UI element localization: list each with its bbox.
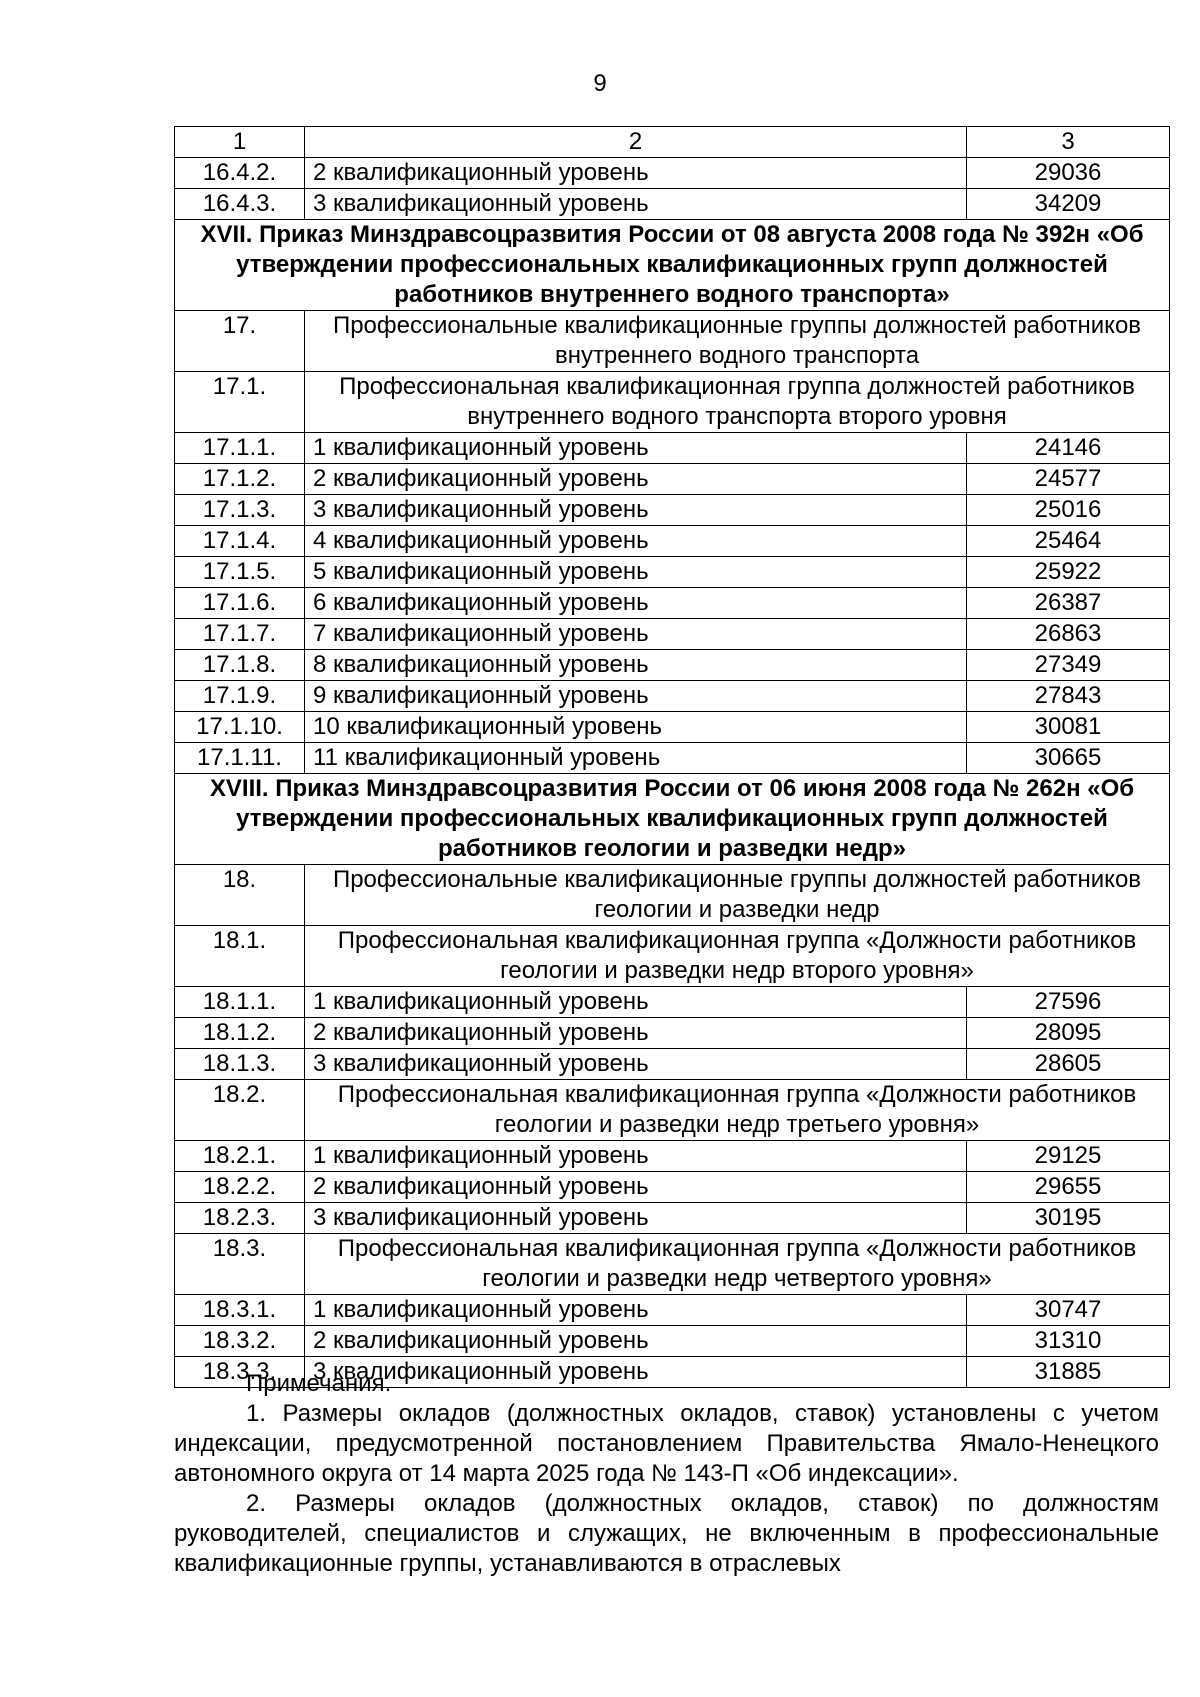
group-title: Профессиональные квалификационные группы должностей работников геологии и разведки недр — [305, 865, 1170, 926]
table-header-row — [175, 127, 1170, 158]
salary-value: 29125 — [967, 1141, 1170, 1172]
table-row — [175, 650, 1170, 681]
qualification-level: 1 квалификационный уровень — [305, 987, 967, 1018]
qualification-level: 2 квалификационный уровень — [305, 1326, 967, 1357]
qualification-level: 2 квалификационный уровень — [305, 464, 967, 495]
row-number: 18.2. — [175, 1080, 305, 1141]
salary-table — [174, 126, 1170, 1388]
qualification-level: 3 квалификационный уровень — [305, 1357, 967, 1388]
salary-value: 24146 — [967, 433, 1170, 464]
salary-value: 28095 — [967, 1018, 1170, 1049]
qualification-level: 5 квалификационный уровень — [305, 557, 967, 588]
row-number: 17.1.10. — [175, 712, 305, 743]
table-row — [175, 1295, 1170, 1326]
group-row — [175, 1080, 1170, 1141]
qualification-level: 1 квалификационный уровень — [305, 1141, 967, 1172]
row-number: 18.2.2. — [175, 1172, 305, 1203]
table-row — [175, 189, 1170, 220]
qualification-level: 10 квалификационный уровень — [305, 712, 967, 743]
qualification-level: 8 квалификационный уровень — [305, 650, 967, 681]
row-number: 16.4.2. — [175, 158, 305, 189]
qualification-level: 2 квалификационный уровень — [305, 158, 967, 189]
salary-value: 27596 — [967, 987, 1170, 1018]
table-row — [175, 1203, 1170, 1234]
row-number: 17.1.8. — [175, 650, 305, 681]
salary-value: 29655 — [967, 1172, 1170, 1203]
qualification-level: 4 квалификационный уровень — [305, 526, 967, 557]
group-row — [175, 1234, 1170, 1295]
qualification-level: 7 квалификационный уровень — [305, 619, 967, 650]
column-header-1: 1 — [175, 127, 305, 158]
group-row — [175, 372, 1170, 433]
note-item-1: 1. Размеры окладов (должностных окладов, ставок) установлены с учетом индексации, предусмотренной постановлением Правительства Ямало-Ненецкого автономного округа от 14 марта 2025 года № 143-П «Об индексации». — [174, 1400, 1159, 1487]
section-title: XVIII. Приказ Минздравсоцразвития России от 06 июня 2008 года № 262н «Об утверждении профессиональных квалификационных групп должностей работников геологии и разведки недр» — [175, 774, 1170, 865]
table-row — [175, 557, 1170, 588]
row-number: 18.3.2. — [175, 1326, 305, 1357]
row-number: 18.2.3. — [175, 1203, 305, 1234]
salary-value: 26387 — [967, 588, 1170, 619]
group-row — [175, 926, 1170, 987]
table-row — [175, 433, 1170, 464]
row-number: 17.1.11. — [175, 743, 305, 774]
section-header-row — [175, 220, 1170, 311]
salary-value: 30665 — [967, 743, 1170, 774]
row-number: 17.1. — [175, 372, 305, 433]
salary-value: 31885 — [967, 1357, 1170, 1388]
column-header-2: 2 — [305, 127, 967, 158]
table-row — [175, 495, 1170, 526]
table-row — [175, 526, 1170, 557]
table-row — [175, 743, 1170, 774]
qualification-level: 2 квалификационный уровень — [305, 1018, 967, 1049]
column-header-3: 3 — [967, 127, 1170, 158]
page-number: 9 — [593, 70, 607, 97]
salary-value: 27843 — [967, 681, 1170, 712]
row-number: 17.1.3. — [175, 495, 305, 526]
qualification-level: 3 квалификационный уровень — [305, 1049, 967, 1080]
note-item-2: 2. Размеры окладов (должностных окладов, ставок) по должностям руководителей, специалистов и служащих, не включенным в профессиональные квалификационные группы, устанавливаются в отраслевых — [174, 1490, 1159, 1577]
row-number: 18.3.3. — [175, 1357, 305, 1388]
section-title: XVII. Приказ Минздравсоцразвития России от 08 августа 2008 года № 392н «Об утверждении профессиональных квалификационных групп должностей работников внутреннего водного транспорта» — [175, 220, 1170, 311]
qualification-level: 1 квалификационный уровень — [305, 433, 967, 464]
salary-value: 24577 — [967, 464, 1170, 495]
salary-value: 27349 — [967, 650, 1170, 681]
salary-value: 29036 — [967, 158, 1170, 189]
row-number: 18.1.2. — [175, 1018, 305, 1049]
group-title: Профессиональная квалификационная группа должностей работников внутреннего водного транспорта второго уровня — [305, 372, 1170, 433]
qualification-level: 6 квалификационный уровень — [305, 588, 967, 619]
row-number: 17.1.9. — [175, 681, 305, 712]
table-row — [175, 1049, 1170, 1080]
row-number: 17.1.2. — [175, 464, 305, 495]
qualification-level: 1 квалификационный уровень — [305, 1295, 967, 1326]
group-row — [175, 865, 1170, 926]
table-row — [175, 588, 1170, 619]
salary-value: 31310 — [967, 1326, 1170, 1357]
table-row — [175, 1141, 1170, 1172]
salary-value: 28605 — [967, 1049, 1170, 1080]
notes-section — [174, 1369, 1159, 1579]
salary-value: 25922 — [967, 557, 1170, 588]
table-row — [175, 712, 1170, 743]
qualification-level: 3 квалификационный уровень — [305, 495, 967, 526]
table-row — [175, 987, 1170, 1018]
table-row — [175, 158, 1170, 189]
table-row — [175, 1018, 1170, 1049]
salary-value: 34209 — [967, 189, 1170, 220]
notes-heading: Примечания. — [246, 1370, 392, 1397]
salary-value: 25016 — [967, 495, 1170, 526]
group-title: Профессиональная квалификационная группа «Должности работников геологии и разведки недр третьего уровня» — [305, 1080, 1170, 1141]
salary-value: 30747 — [967, 1295, 1170, 1326]
qualification-level: 11 квалификационный уровень — [305, 743, 967, 774]
row-number: 18. — [175, 865, 305, 926]
qualification-level: 9 квалификационный уровень — [305, 681, 967, 712]
row-number: 17. — [175, 311, 305, 372]
qualification-level: 3 квалификационный уровень — [305, 189, 967, 220]
row-number: 18.3.1. — [175, 1295, 305, 1326]
salary-value: 25464 — [967, 526, 1170, 557]
group-title: Профессиональная квалификационная группа «Должности работников геологии и разведки недр второго уровня» — [305, 926, 1170, 987]
table-row — [175, 681, 1170, 712]
group-title: Профессиональные квалификационные группы должностей работников внутреннего водного транспорта — [305, 311, 1170, 372]
section-header-row — [175, 774, 1170, 865]
row-number: 16.4.3. — [175, 189, 305, 220]
row-number: 18.3. — [175, 1234, 305, 1295]
row-number: 17.1.4. — [175, 526, 305, 557]
qualification-level: 3 квалификационный уровень — [305, 1203, 967, 1234]
table-row — [175, 1172, 1170, 1203]
salary-value: 26863 — [967, 619, 1170, 650]
row-number: 18.1. — [175, 926, 305, 987]
table-row — [175, 1326, 1170, 1357]
table-row — [175, 464, 1170, 495]
table-body — [175, 158, 1170, 1388]
qualification-level: 2 квалификационный уровень — [305, 1172, 967, 1203]
row-number: 17.1.7. — [175, 619, 305, 650]
table-row — [175, 619, 1170, 650]
group-row — [175, 311, 1170, 372]
row-number: 17.1.1. — [175, 433, 305, 464]
row-number: 18.2.1. — [175, 1141, 305, 1172]
row-number: 18.1.3. — [175, 1049, 305, 1080]
row-number: 17.1.5. — [175, 557, 305, 588]
row-number: 17.1.6. — [175, 588, 305, 619]
salary-value: 30081 — [967, 712, 1170, 743]
row-number: 18.1.1. — [175, 987, 305, 1018]
group-title: Профессиональная квалификационная группа «Должности работников геологии и разведки недр четвертого уровня» — [305, 1234, 1170, 1295]
salary-value: 30195 — [967, 1203, 1170, 1234]
